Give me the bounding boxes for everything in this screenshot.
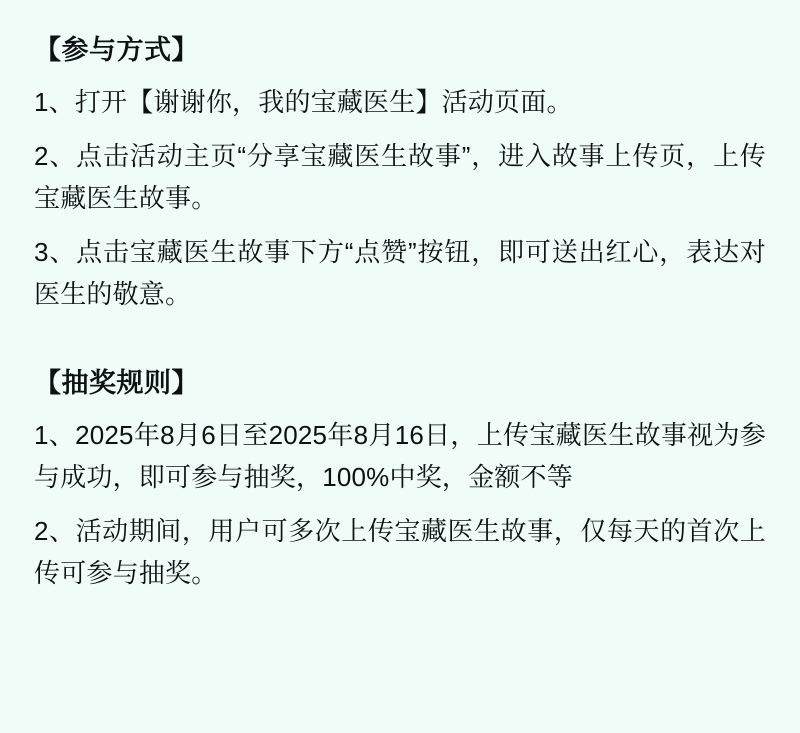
section-heading-lottery-rules: 【抽奖规则】 xyxy=(34,368,199,399)
section-lottery-rules xyxy=(34,363,766,594)
participation-step-2: 2、点击活动主页“分享宝藏医生故事”，进入故事上传页，上传宝藏医生故事。 xyxy=(34,140,766,213)
lottery-rule-2: 2、活动期间，用户可多次上传宝藏医生故事，仅每天的首次上传可参与抽奖。 xyxy=(34,515,766,588)
lottery-rule-1: 1、2025年8月6日至2025年8月16日，上传宝藏医生故事视为参与成功，即可参与抽奖，100%中奖，金额不等 xyxy=(34,419,766,492)
section-heading-participation: 【参与方式】 xyxy=(34,35,199,65)
participation-step-1: 1、打开【谢谢你，我的宝藏医生】活动页面。 xyxy=(34,86,573,117)
participation-step-3: 3、点击宝藏医生故事下方“点赞”按钮，即可送出红心，表达对医生的敬意。 xyxy=(34,236,766,309)
section-participation xyxy=(34,30,766,315)
section-divider-space xyxy=(34,321,766,327)
